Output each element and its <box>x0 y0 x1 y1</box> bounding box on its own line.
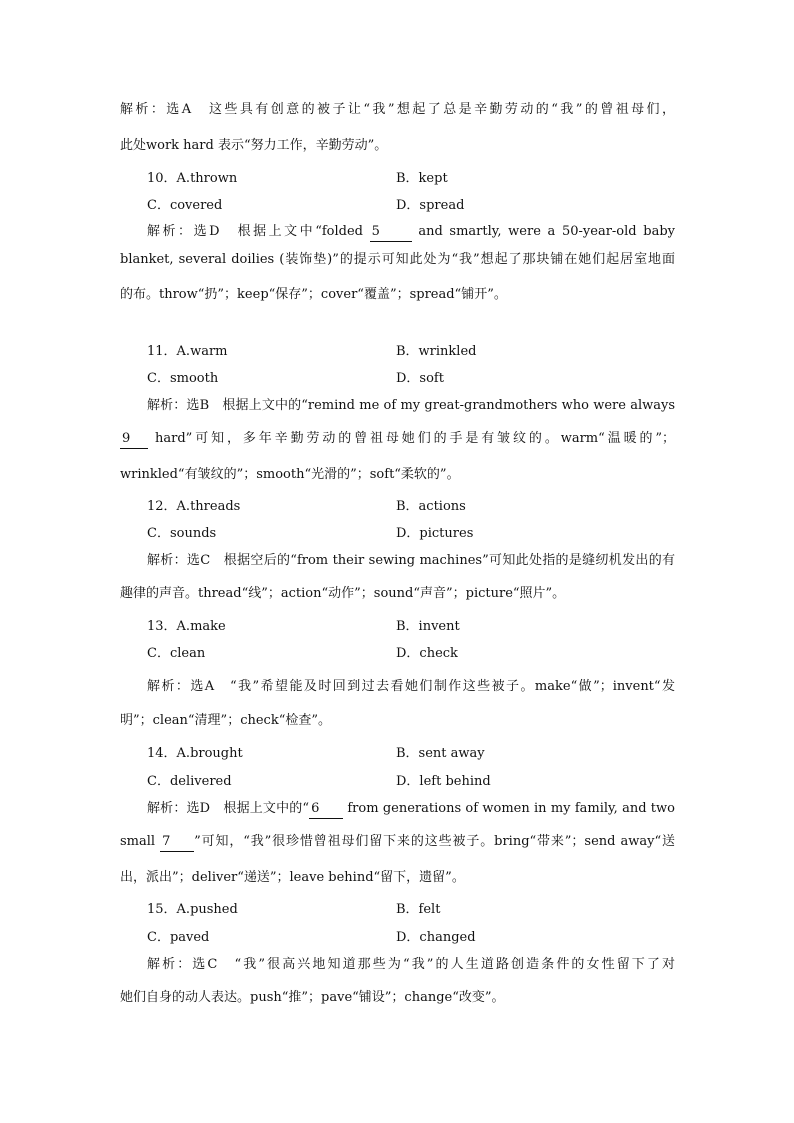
q11-explanation-line-1: 解析：选B 根据上文中的“remind me of my great-grandmothers who were always <box>147 398 675 413</box>
q10-explanation-line-2: blanket, several doilies (装饰垫)”的提示可知此处为“我”想起了那块铺在她们起居室地面 <box>120 252 675 267</box>
q14-explanation-line-1: 解析：选D 根据上文中的“ 6 from generations of women in my family, and two <box>147 800 675 819</box>
q14-option-b: B．sent away <box>396 746 485 761</box>
q13-option-a: 13．A.make <box>147 619 226 634</box>
q15-option-d: D．changed <box>396 930 476 945</box>
q10-option-d: D．spread <box>396 198 465 213</box>
q10-option-b: B．kept <box>396 171 448 186</box>
q10-option-a: 10．A.thrown <box>147 171 238 186</box>
q11-option-d: D．soft <box>396 371 444 386</box>
q12-explanation-line-2: 趣律的声音。thread“线”；action“动作”；sound“声音”；picture“照片”。 <box>120 586 566 601</box>
explanation-9-line-1: 解析：选A 这些具有创意的被子让“我”想起了总是辛勤劳动的“我”的曾祖母们， <box>120 102 675 117</box>
q15-option-b: B．felt <box>396 902 441 917</box>
q11-explanation-line-2: 9 hard”可知，多年辛勤劳动的曾祖母她们的手是有皱纹的。warm“温暖的”； <box>120 430 675 449</box>
blank-5: 5 <box>370 223 412 242</box>
q13-option-c: C．clean <box>147 646 206 661</box>
q13-explanation-line-1: 解析：选A “我”希望能及时回到过去看她们制作这些被子。make“做”；invent“发 <box>147 679 675 694</box>
blank-6: 6 <box>309 800 343 819</box>
q13-option-d: D．check <box>396 646 458 661</box>
q15-explanation-line-1: 解析：选C “我”很高兴地知道那些为“我”的人生道路创造条件的女性留下了对 <box>147 957 675 972</box>
q14-option-c: C．delivered <box>147 774 232 789</box>
q12-option-d: D．pictures <box>396 526 474 541</box>
q12-option-a: 12．A.threads <box>147 499 241 514</box>
q15-option-a: 15．A.pushed <box>147 902 238 917</box>
blank-7: 7 <box>160 833 194 852</box>
q14-option-a: 14．A.brought <box>147 746 243 761</box>
q10-explanation-line-1: 解析：选D 根据上文中“folded 5 and smartly, were a 50-year-old baby <box>147 223 675 242</box>
q13-option-b: B．invent <box>396 619 460 634</box>
q14-explanation-line-2: small 7 ”可知，“我”很珍惜曾祖母们留下来的这些被子。bring“带来”；send away“送 <box>120 833 675 852</box>
q14-option-d: D．left behind <box>396 774 491 789</box>
q11-explanation-line-3: wrinkled“有皱纹的”；smooth“光滑的”；soft“柔软的”。 <box>120 467 460 482</box>
explanation-9-line-2: 此处work hard 表示“努力工作，辛勤劳动”。 <box>120 138 388 153</box>
q11-option-c: C．smooth <box>147 371 219 386</box>
q11-option-b: B．wrinkled <box>396 344 477 359</box>
q15-explanation-line-2: 她们自身的动人表达。push“推”；pave“铺设”；change“改变”。 <box>120 990 505 1005</box>
q12-explanation-line-1: 解析：选C 根据空后的“from their sewing machines”可知此处指的是缝纫机发出的有 <box>147 553 675 568</box>
q11-option-a: 11．A.warm <box>147 344 228 359</box>
q13-explanation-line-2: 明”；clean“清理”；check“检查”。 <box>120 713 331 728</box>
q10-explanation-line-3: 的布。throw“扔”；keep“保存”；cover“覆盖”；spread“铺开”。 <box>120 287 507 302</box>
blank-9: 9 <box>120 430 148 449</box>
q14-explanation-line-3: 出，派出”；deliver“递送”；leave behind“留下，遗留”。 <box>120 870 465 885</box>
q12-option-c: C．sounds <box>147 526 217 541</box>
q15-option-c: C．paved <box>147 930 210 945</box>
q12-option-b: B．actions <box>396 499 466 514</box>
q10-option-c: C．covered <box>147 198 223 213</box>
